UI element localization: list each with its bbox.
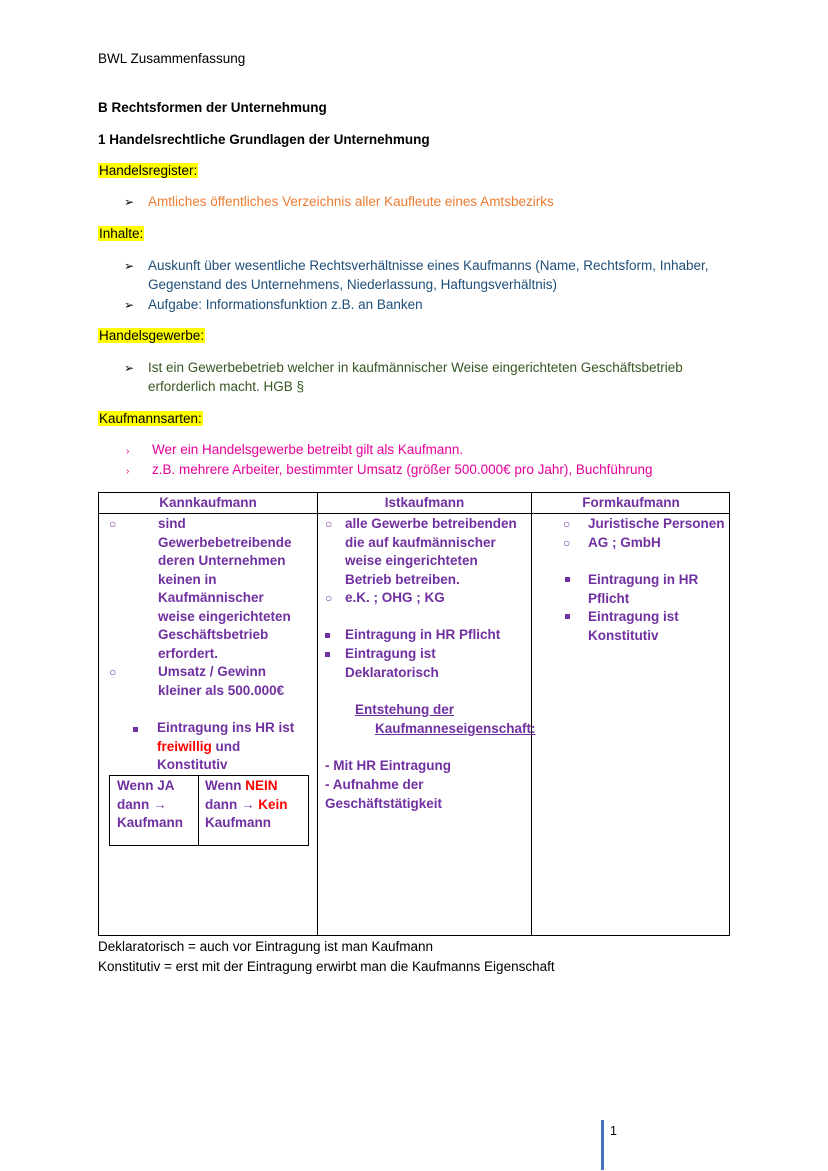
kaufmannsarten-bullet-2: [126, 461, 653, 481]
kaufmannsarten-table: [98, 492, 730, 936]
kann-line: weise eingerichteten: [158, 608, 291, 624]
form-sq1-line: Pflicht: [588, 590, 630, 606]
kann-line: Gewerbebetreibende: [158, 534, 292, 550]
section-title-handelsgewerbe: [98, 327, 205, 345]
ja-line: Kaufmann: [117, 815, 184, 830]
form-sq2-line: Konstitutiv: [588, 627, 659, 643]
nein-dann: dann →: [205, 796, 259, 812]
kann-eintragung-freiwillig-line: [157, 738, 294, 757]
kann-line: Kaufmännischer: [158, 590, 264, 605]
ist-eintragung-deklaratorisch: [345, 645, 439, 682]
ist-line: Betrieb betreiben.: [345, 571, 460, 587]
inhalte-bullet-2: [124, 296, 423, 314]
table-column-divider: [317, 493, 318, 935]
form-sq2-line: Eintragung ist: [588, 609, 679, 624]
kann-eintragung: [157, 719, 294, 775]
kein-word: Kein: [258, 796, 288, 812]
kaufmannsarten-bullet-1-text: Wer ein Handelsgewerbe betreibt gilt als Kaufmann.: [152, 442, 464, 457]
ja-nein-table: [109, 775, 309, 846]
und-word: und: [211, 738, 241, 754]
handelsgewerbe-bullet: [124, 359, 683, 377]
kann-line: erfordert.: [158, 645, 219, 661]
arrow-bullet-icon: ➢: [124, 298, 135, 312]
inhalte-bullet-2-text: Aufgabe: Informationsfunktion z.B. an Banken: [148, 297, 423, 312]
handelsregister-bullet: [124, 193, 554, 211]
handelsgewerbe-title-text: Handelsgewerbe:: [99, 328, 205, 343]
kann-line: sind: [158, 516, 186, 531]
table-header-kannkaufmann: Kannkaufmann: [159, 495, 257, 510]
arrow-bullet-icon: ➢: [124, 259, 135, 273]
arrow-bullet-icon: ➢: [124, 361, 135, 375]
ist-line: alle Gewerbe betreibenden: [345, 516, 517, 531]
small-chevron-bullet-icon: ›: [126, 466, 130, 477]
circle-bullet-icon: ○: [109, 517, 117, 531]
ist-eintragung-pflicht: Eintragung in HR Pflicht: [345, 627, 501, 642]
ist-aufnahme: [325, 776, 442, 813]
inhalte-bullet-1: [124, 257, 709, 275]
kaufmannsarten-title-text: Kaufmannsarten:: [99, 411, 202, 426]
square-bullet-icon: [565, 577, 570, 582]
ist-sq2-line: Deklaratorisch: [345, 664, 439, 680]
kann-line: keinen in: [158, 571, 217, 587]
ist-line: die auf kaufmännischer: [345, 534, 496, 550]
footnote-konstitutiv: Konstitutiv = erst mit der Eintragung erwirbt man die Kaufmanns Eigenschaft: [98, 959, 555, 974]
page-number-bar: [601, 1120, 604, 1170]
circle-bullet-icon: ○: [109, 665, 117, 679]
square-bullet-icon: [325, 633, 330, 638]
form-eintragung-konstitutiv: [588, 608, 679, 645]
nein-prefix: Wenn: [205, 778, 246, 793]
square-bullet-icon: [565, 614, 570, 619]
handelsregister-title-text: Handelsregister:: [99, 163, 198, 178]
handelsregister-bullet-text: Amtliches öffentliches Verzeichnis aller Kaufleute eines Amtsbezirks: [148, 194, 554, 209]
inhalte-bullet-1-line-2: Gegenstand des Unternehmens, Niederlassung, Haftungsverhältnis): [148, 277, 557, 292]
ist-description: [345, 515, 517, 589]
table-header-divider: [99, 513, 729, 514]
entstehung-line-2: Kaufmanneseigenschaft:: [375, 721, 536, 736]
table-column-divider: [531, 493, 532, 935]
heading-grundlagen: 1 Handelsrechtliche Grundlagen der Unternehmung: [98, 132, 430, 147]
freiwillig-word: freiwillig: [157, 738, 212, 754]
kann-umsatz: [158, 663, 284, 700]
section-title-kaufmannsarten: [98, 410, 203, 428]
ja-line: Wenn JA: [117, 778, 175, 793]
ist-mit-hr-eintragung: - Mit HR Eintragung: [325, 758, 451, 773]
inhalte-title-text: Inhalte:: [99, 226, 144, 241]
section-title-inhalte: [98, 225, 144, 243]
inhalte-bullet-1-line-1: Auskunft über wesentliche Rechtsverhältnisse eines Kaufmanns (Name, Rechtsform, Inhaber,: [148, 258, 709, 273]
circle-bullet-icon: ○: [325, 517, 333, 531]
kaufmannsarten-bullet-2-text: z.B. mehrere Arbeiter, bestimmter Umsatz (größer 500.000€ pro Jahr), Buchführung: [152, 462, 653, 477]
ja-cell: [117, 777, 183, 833]
kann-umsatz-line: Umsatz / Gewinn: [158, 664, 267, 679]
nein-line-1: [205, 777, 288, 796]
arrow-bullet-icon: ➢: [124, 195, 135, 209]
ja-nein-divider: [198, 776, 199, 845]
kann-description: [158, 515, 292, 663]
nein-cell: [205, 777, 288, 833]
entstehung-line-1: Entstehung der: [355, 702, 455, 717]
kann-line: deren Unternehmen: [158, 553, 286, 568]
kann-line: Geschäftsbetrieb: [158, 627, 269, 642]
kann-konstitutiv: Konstitutiv: [157, 757, 228, 772]
handelsgewerbe-bullet-line-2: erforderlich macht. HGB §: [148, 379, 305, 394]
ist-rechtsformen: e.K. ; OHG ; KG: [345, 590, 445, 605]
kann-eintragung-line: Eintragung ins HR ist: [157, 720, 295, 735]
square-bullet-icon: [133, 727, 138, 732]
form-sq1-line: Eintragung in HR: [588, 572, 699, 587]
circle-bullet-icon: ○: [563, 517, 571, 531]
page-number: 1: [610, 1124, 617, 1138]
nein-word: NEIN: [245, 778, 278, 793]
circle-bullet-icon: ○: [325, 591, 333, 605]
form-juristische-personen: Juristische Personen: [588, 516, 725, 531]
document-header: BWL Zusammenfassung: [98, 51, 246, 66]
form-ag-gmbh: AG ; GmbH: [588, 535, 661, 550]
nein-line-2: [205, 796, 288, 815]
ist-aufnahme-line: Geschäftstätigkeit: [325, 795, 443, 811]
handelsgewerbe-bullet-line-1: Ist ein Gewerbebetrieb welcher in kaufmännischer Weise eingerichteten Geschäftsbetrieb: [148, 360, 683, 375]
ist-sq2-line: Eintragung ist: [345, 646, 436, 661]
ist-aufnahme-line: - Aufnahme der: [325, 777, 424, 792]
square-bullet-icon: [325, 652, 330, 657]
kann-umsatz-line: kleiner als 500.000€: [158, 682, 285, 698]
form-eintragung-pflicht: [588, 571, 698, 608]
circle-bullet-icon: ○: [563, 536, 571, 550]
ist-line: weise eingerichteten: [345, 553, 478, 568]
footnote-deklaratorisch: Deklaratorisch = auch vor Eintragung ist man Kaufmann: [98, 939, 434, 954]
table-header-istkaufmann: Istkaufmann: [384, 495, 465, 510]
nein-line-3: Kaufmann: [205, 815, 272, 830]
ja-line: dann →: [117, 796, 167, 812]
heading-rechtsformen: B Rechtsformen der Unternehmung: [98, 100, 327, 115]
kaufmannsarten-bullet-1: [126, 441, 464, 461]
section-title-handelsregister: [98, 162, 198, 180]
small-chevron-bullet-icon: ›: [126, 446, 130, 457]
table-header-formkaufmann: Formkaufmann: [582, 495, 680, 510]
